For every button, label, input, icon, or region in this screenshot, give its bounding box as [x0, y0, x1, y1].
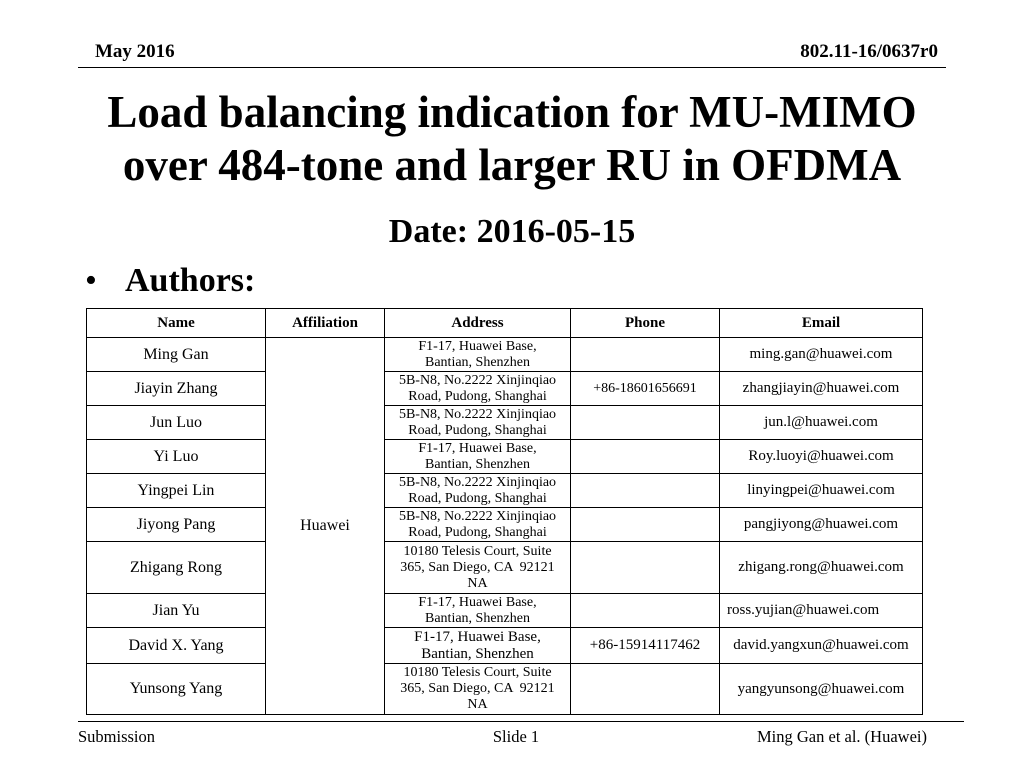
author-email: jun.l@huawei.com — [720, 406, 923, 440]
author-name: Ming Gan — [87, 338, 266, 372]
header-date: May 2016 — [95, 41, 175, 62]
footer-slide-number: Slide 1 — [492, 727, 540, 746]
author-address: 10180 Telesis Court, Suite 365, San Diego, CA 92121 NA — [385, 664, 571, 715]
author-phone: +86-15914117462 — [571, 628, 720, 664]
table-header-row — [87, 309, 923, 338]
author-name: Yunsong Yang — [87, 664, 266, 715]
author-email: linyingpei@huawei.com — [720, 474, 923, 508]
author-email: Roy.luoyi@huawei.com — [720, 440, 923, 474]
author-address: 5B-N8, No.2222 Xinjinqiao Road, Pudong, Shanghai — [385, 508, 571, 542]
author-phone: +86-18601656691 — [571, 372, 720, 406]
authors-heading: Authors: — [125, 262, 256, 299]
table-row — [87, 338, 923, 372]
author-name: David X. Yang — [87, 628, 266, 664]
authors-table — [86, 308, 923, 715]
slide-date: Date: 2016-05-15 — [388, 213, 636, 250]
affiliation-cell: Huawei — [266, 338, 385, 715]
author-phone — [571, 542, 720, 594]
table-row — [87, 372, 923, 406]
author-name: Yi Luo — [87, 440, 266, 474]
author-email: pangjiyong@huawei.com — [720, 508, 923, 542]
author-address: F1-17, Huawei Base, Bantian, Shenzhen — [385, 594, 571, 628]
slide-title: Load balancing indication for MU-MIMO over 484-tone and larger RU in OFDMA — [107, 87, 917, 190]
author-address: 5B-N8, No.2222 Xinjinqiao Road, Pudong, Shanghai — [385, 372, 571, 406]
author-email: zhangjiayin@huawei.com — [720, 372, 923, 406]
author-address: 5B-N8, No.2222 Xinjinqiao Road, Pudong, Shanghai — [385, 474, 571, 508]
bullet-icon — [85, 264, 97, 298]
author-name: Jian Yu — [87, 594, 266, 628]
author-phone — [571, 664, 720, 715]
author-phone — [571, 440, 720, 474]
table-row — [87, 440, 923, 474]
author-address: 5B-N8, No.2222 Xinjinqiao Road, Pudong, Shanghai — [385, 406, 571, 440]
table-row — [87, 406, 923, 440]
header-doc-number: 802.11-16/0637r0 — [800, 41, 938, 62]
table-row — [87, 474, 923, 508]
author-name: Jiayin Zhang — [87, 372, 266, 406]
column-header-email: Email — [720, 309, 923, 338]
author-phone — [571, 594, 720, 628]
author-email: david.yangxun@huawei.com — [720, 628, 923, 664]
author-address: F1-17, Huawei Base, Bantian, Shenzhen — [385, 338, 571, 372]
column-header-affiliation: Affiliation — [266, 309, 385, 338]
column-header-name: Name — [87, 309, 266, 338]
header-rule — [78, 67, 946, 68]
author-name: Yingpei Lin — [87, 474, 266, 508]
table-row — [87, 628, 923, 664]
author-phone — [571, 508, 720, 542]
author-email: zhigang.rong@huawei.com — [720, 542, 923, 594]
table-row — [87, 542, 923, 594]
table-row — [87, 664, 923, 715]
author-name: Zhigang Rong — [87, 542, 266, 594]
table-row — [87, 508, 923, 542]
author-address: 10180 Telesis Court, Suite 365, San Diego, CA 92121 NA — [385, 542, 571, 594]
author-email: yangyunsong@huawei.com — [720, 664, 923, 715]
author-email: ross.yujian@huawei.com — [720, 594, 923, 628]
author-email: ming.gan@huawei.com — [720, 338, 923, 372]
footer-rule — [78, 721, 964, 722]
footer-authors: Ming Gan et al. (Huawei) — [757, 727, 927, 746]
column-header-address: Address — [385, 309, 571, 338]
author-phone — [571, 474, 720, 508]
table-row — [87, 594, 923, 628]
author-name: Jun Luo — [87, 406, 266, 440]
author-address: F1-17, Huawei Base, Bantian, Shenzhen — [385, 628, 571, 664]
footer-submission: Submission — [78, 727, 156, 746]
author-address: F1-17, Huawei Base, Bantian, Shenzhen — [385, 440, 571, 474]
author-phone — [571, 406, 720, 440]
author-phone — [571, 338, 720, 372]
column-header-phone: Phone — [571, 309, 720, 338]
author-name: Jiyong Pang — [87, 508, 266, 542]
